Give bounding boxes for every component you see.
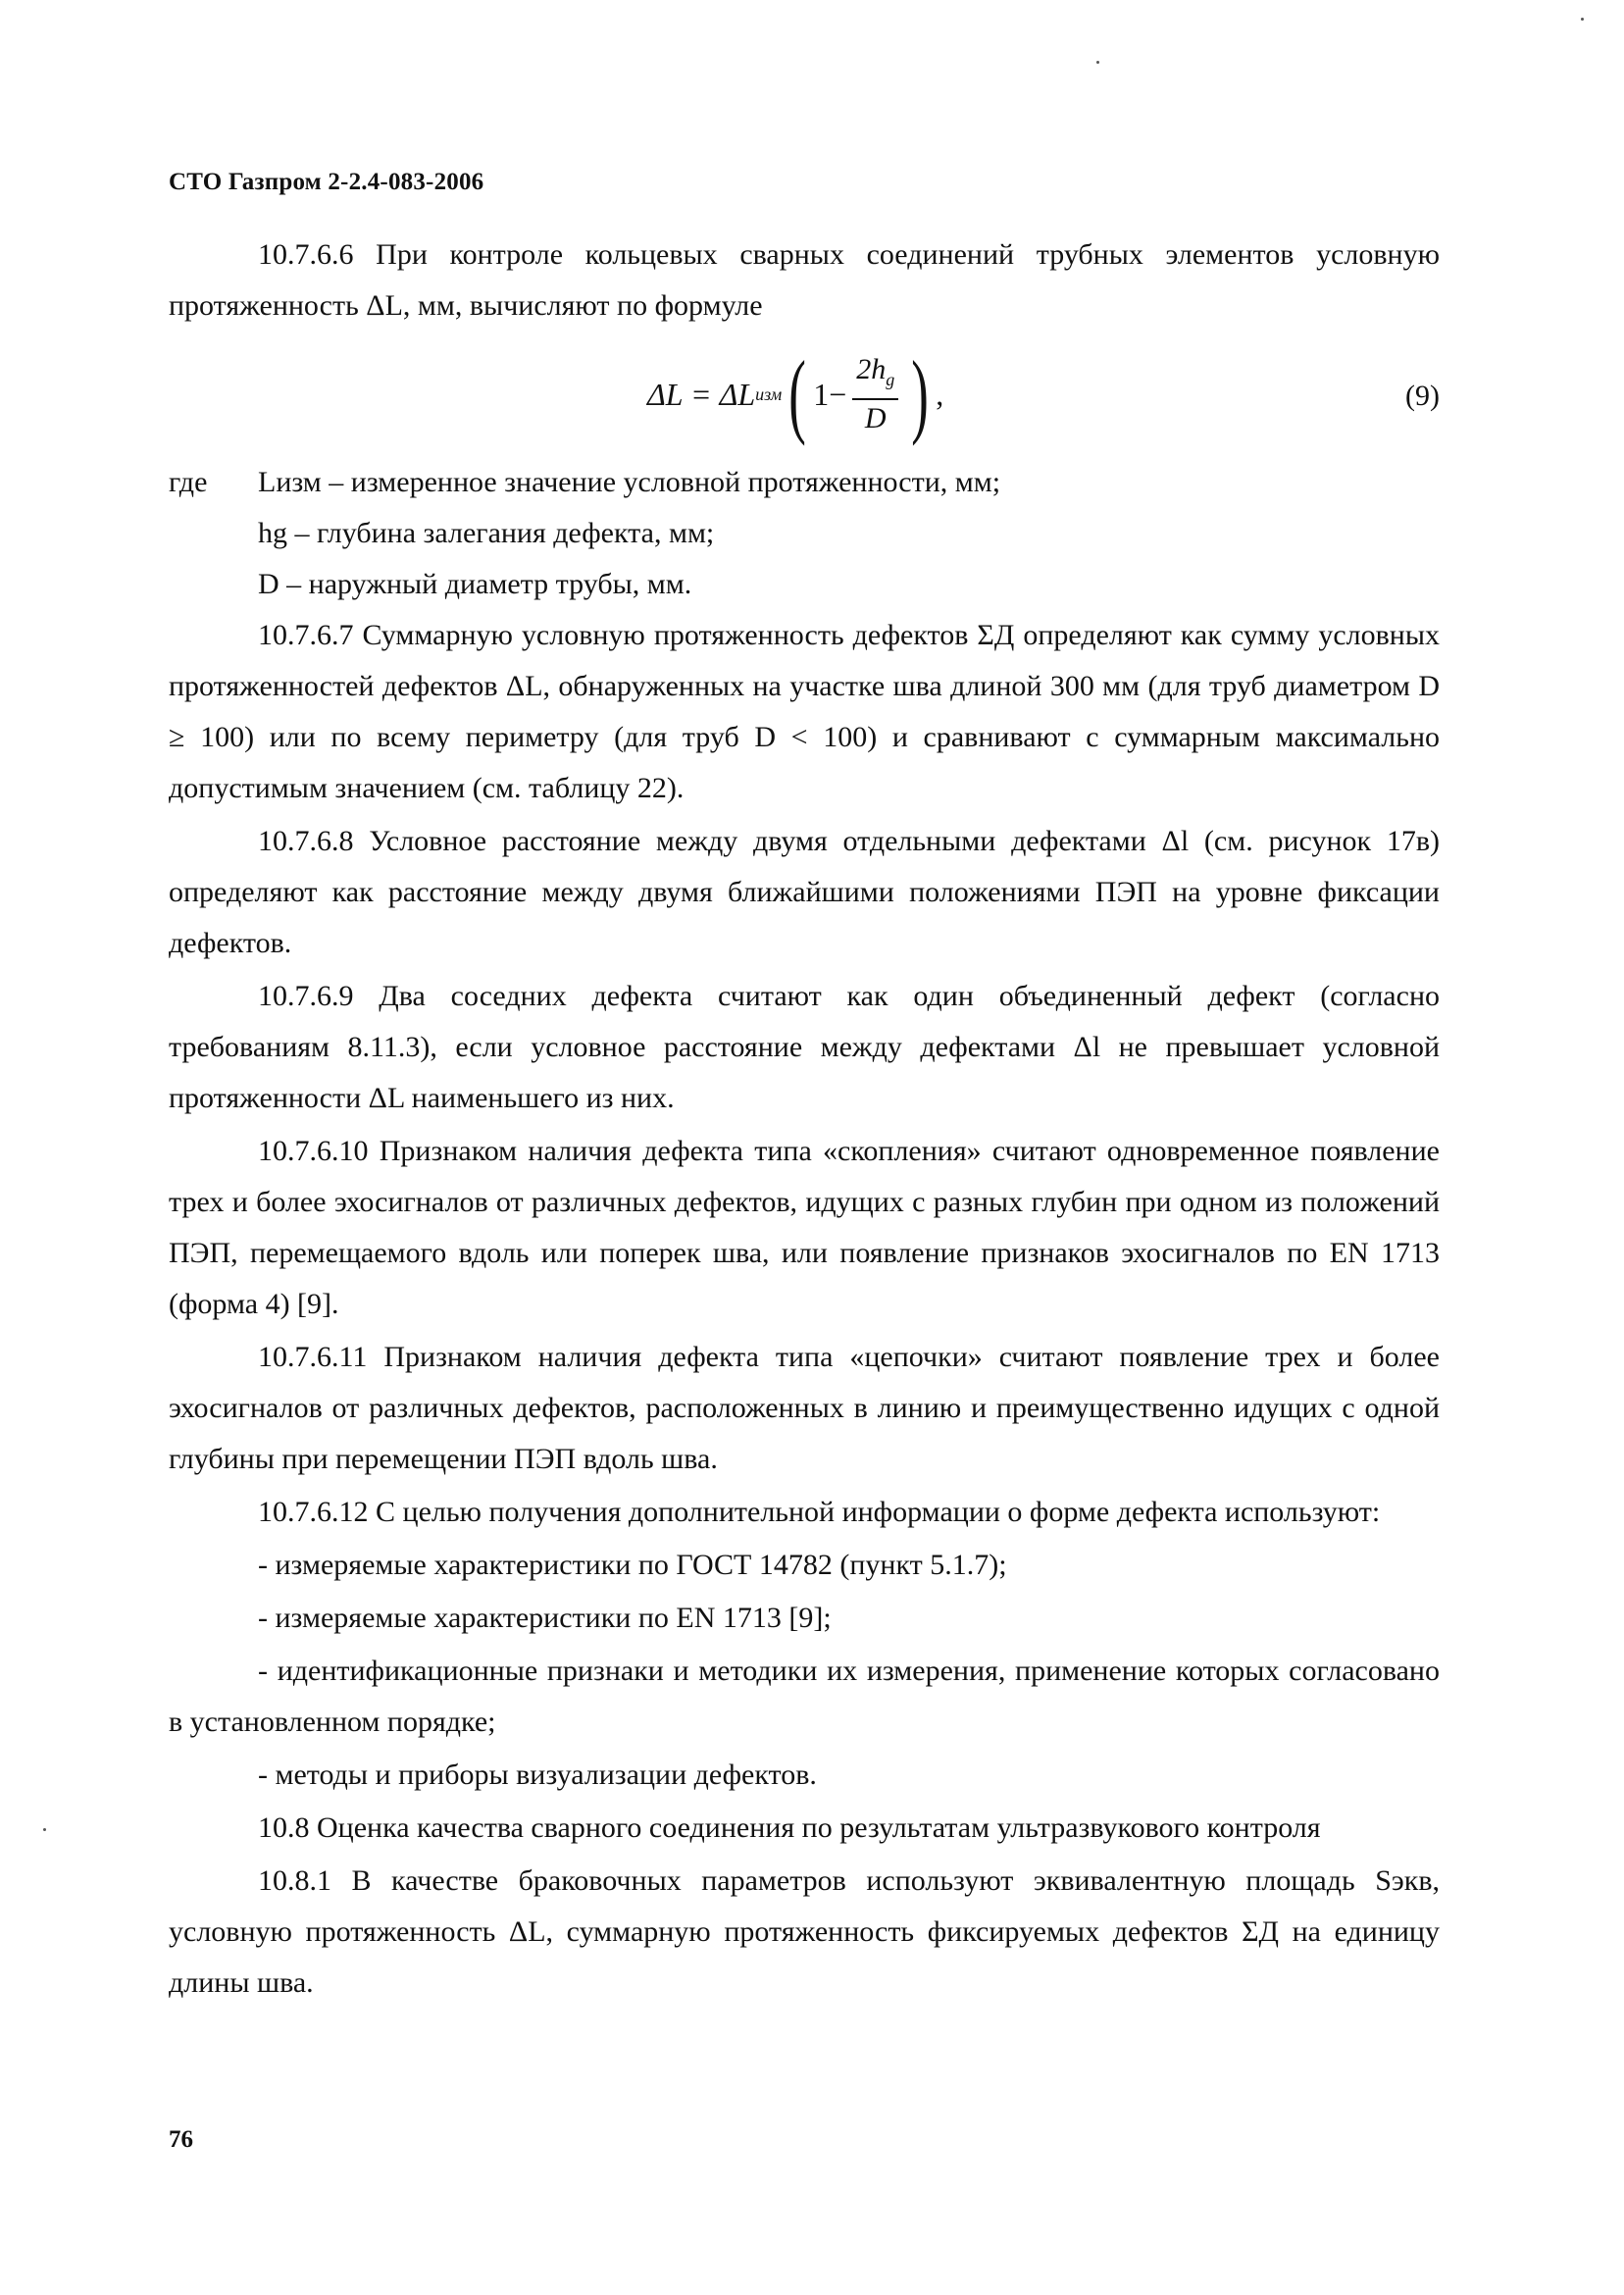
paragraph-10-7-6-9: 10.7.6.9 Два соседних дефекта считают как один объединенный дефект (согласно требованиям 8.11.3), если условное расстояние между дефектами Δl не превышает условной протяженности ΔL наименьшего из них.: [169, 980, 1440, 1114]
scan-speck: [1581, 18, 1584, 21]
formula-open-paren: (: [788, 341, 807, 446]
formula-close-paren: ): [911, 341, 930, 446]
paragraph-10-7-6-11: 10.7.6.11 Признаком наличия дефекта типа «цепочки» считают появление трех и более эхосигналов от различных дефектов, расположенных в линию и преимущественно идущих с одной глубины при перемещении ПЭП вдоль шва.: [169, 1341, 1440, 1475]
paragraph-10-8-1: 10.8.1 В качестве браковочных параметров используют эквивалентную площадь Sэкв, условную протяженность ΔL, суммарную протяженность фиксируемых дефектов ΣД на единицу длины шва.: [169, 1864, 1440, 1999]
formula-lhs: ΔL = ΔL: [647, 377, 756, 412]
scan-speck: [1096, 61, 1099, 64]
paragraph-10-7-6-6: 10.7.6.6 При контроле кольцевых сварных соединений трубных элементов условную протяженность ΔL, мм, вычисляют по формуле: [169, 238, 1440, 322]
where-row-3: [169, 559, 1440, 610]
where-spacer: [169, 559, 258, 610]
where-block: [169, 457, 1440, 610]
paragraph-10-7-6-7: 10.7.6.7 Суммарную условную протяженность дефектов ΣД определяют как сумму условных протяженностей дефектов ΔL, обнаруженных на участке шва длиной 300 мм (для труб диаметром D ≥ 100) или по всему периметру (для труб D < 100) и сравнивают с суммарным максимально допустимым значением (см. таблицу 22).: [169, 619, 1440, 804]
list-item-2: - измеряемые характеристики по EN 1713 [9];: [258, 1602, 832, 1634]
scan-speck: [43, 1828, 46, 1831]
formula-one-minus: 1−: [813, 377, 847, 412]
list-item-4: - методы и приборы визуализации дефектов.: [258, 1759, 817, 1791]
where-spacer: [169, 508, 258, 559]
formula-trail: ,: [936, 377, 944, 412]
where-row-1: [169, 457, 1440, 508]
document-body: [169, 230, 1440, 2011]
where-row-2: [169, 508, 1440, 559]
formula-numerator: [852, 351, 898, 400]
document-header: СТО Газпром 2-2.4-083-2006: [169, 169, 484, 195]
formula-num-sub: g: [886, 370, 895, 389]
formula-lhs-sub: изм: [755, 384, 783, 404]
formula-num-text: 2h: [856, 353, 887, 385]
where-item-2: hg – глубина залегания дефекта, мм;: [258, 517, 715, 549]
formula-number: (9): [1405, 380, 1440, 412]
list-item-1: - измеряемые характеристики по ГОСТ 14782 (пункт 5.1.7);: [258, 1549, 1007, 1581]
formula-expression: [647, 341, 944, 446]
page-number: 76: [169, 2126, 193, 2153]
paragraph-10-7-6-8: 10.7.6.8 Условное расстояние между двумя отдельными дефектами Δl (см. рисунок 17в) определяют как расстояние между двумя ближайшими положениями ПЭП на уровне фиксации дефектов.: [169, 825, 1440, 959]
paragraph-10-8: 10.8 Оценка качества сварного соединения по результатам ультразвукового контроля: [258, 1811, 1321, 1844]
formula-denominator: D: [864, 402, 887, 434]
list-item-3: - идентификационные признаки и методики их измерения, применение которых согласовано в установленном порядке;: [169, 1655, 1440, 1738]
formula-9: [169, 335, 1440, 453]
paragraph-10-7-6-10: 10.7.6.10 Признаком наличия дефекта типа «скопления» считают одновременное появление трех и более эхосигналов от различных дефектов, идущих с разных глубин при одном из положений ПЭП, перемещаемого вдоль или поперек шва, или появление признаков эхосигналов по EN 1713 (форма 4) [9].: [169, 1135, 1440, 1320]
formula-fraction: [852, 351, 898, 437]
where-item-1: Lизм – измеренное значение условной протяженности, мм;: [258, 466, 1001, 498]
where-item-3: D – наружный диаметр трубы, мм.: [258, 568, 692, 600]
where-label: где: [169, 466, 208, 498]
paragraph-10-7-6-12: 10.7.6.12 С целью получения дополнительной информации о форме дефекта используют:: [258, 1496, 1381, 1528]
